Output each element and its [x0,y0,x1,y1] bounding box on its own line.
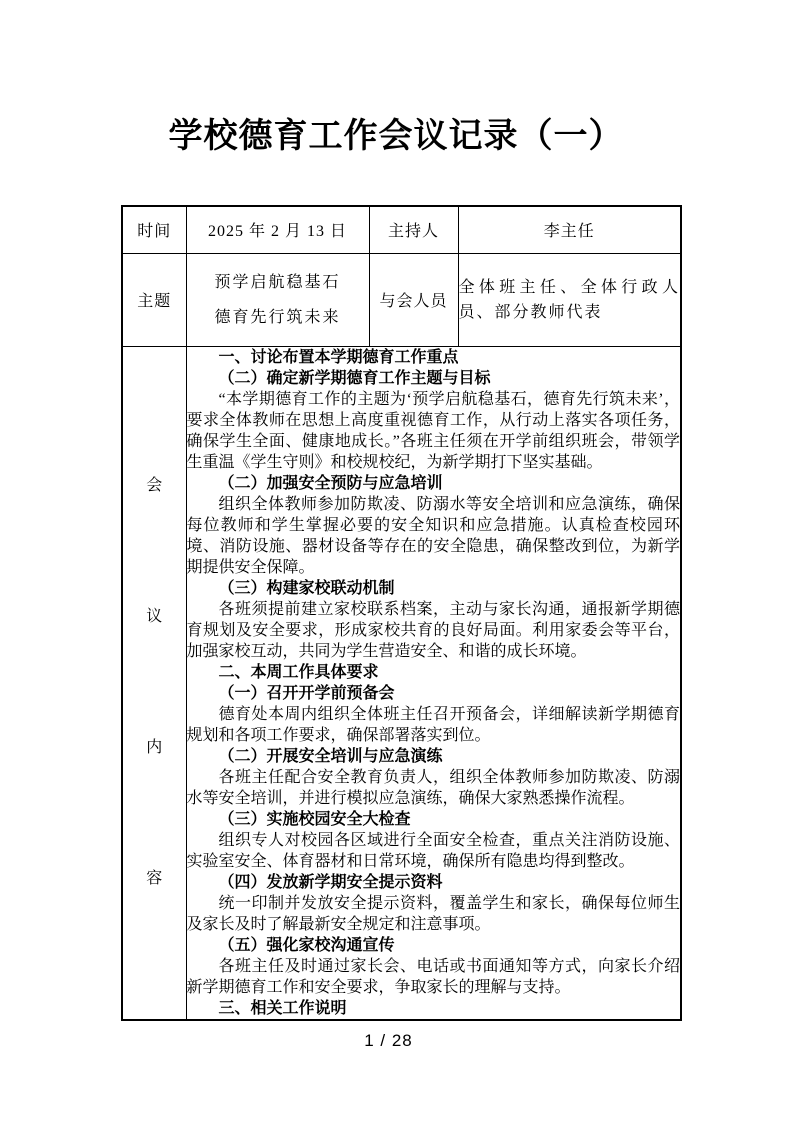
table-row-topic [122,253,681,346]
host-value: 李主任 [458,206,681,253]
table-row-content [122,346,681,1020]
content-paragraph: 统一印制并发放安全提示资料，覆盖学生和家长，确保每位师生及家长及时了解最新安全规定和注意事项。 [186,894,680,933]
topic-label: 主题 [122,253,186,346]
content-label [122,346,186,1020]
content-paragraph: （二）确定新学期德育工作主题与目标 [218,369,491,387]
attendees-label: 与会人员 [369,253,458,346]
content-paragraph: （三）构建家校联动机制 [218,579,395,597]
content-label-char: 内 [146,739,163,756]
attendees-value: 全体班主任、全体行政人员、部分教师代表 [458,253,681,346]
document-title: 学校德育工作会议记录（一） [168,117,624,155]
content-paragraph: 德育处本周内组织全体班主任召开预备会，详细解读新学期德育规划和各项工作要求，确保部署落实到位。 [186,705,680,744]
content-paragraph: 三、相关工作说明 [218,999,347,1017]
page-number: 1 / 28 [364,1031,413,1050]
content-paragraph: （五）强化家校沟通宣传 [218,936,395,954]
content-paragraph: 各班主任及时通过家长会、电话或书面通知等方式，向家长介绍新学期德育工作和安全要求，争取家长的理解与支持。 [186,957,680,996]
meeting-record-table [121,205,682,1021]
host-label: 主持人 [369,206,458,253]
content-paragraph: 各班须提前建立家校联系档案，主动与家长沟通，通报新学期德育规划及安全要求，形成家校共育的良好局面。利用家委会等平台，加强家校互动，共同为学生营造安全、和谐的成长环境。 [186,600,680,660]
content-paragraph: 二、本周工作具体要求 [218,663,379,681]
time-value: 2025 年 2 月 13 日 [186,206,369,253]
table-row-time [122,206,681,253]
content-paragraph: （二）开展安全培训与应急演练 [218,747,443,765]
topic-line: 德育先行筑未来 [214,308,341,326]
content-label-vstack [123,477,186,888]
content-paragraphs [186,346,681,1020]
content-label-char: 议 [146,608,163,625]
content-paragraph: （四）发放新学期安全提示资料 [218,873,443,891]
content-label-char: 容 [146,870,163,887]
content-paragraph: 组织全体教师参加防欺凌、防溺水等安全培训和应急演练，确保每位教师和学生掌握必要的安全知识和应急措施。认真检查校园环境、消防设施、器材设备等存在的安全隐患，确保整改到位，为新学期提供安全保障。 [186,495,680,576]
topic-line: 预学启航稳基石 [214,273,341,291]
time-label: 时间 [122,206,186,253]
content-paragraph: （三）实施校园安全大检查 [218,810,411,828]
content-paragraph: （二）加强安全预防与应急培训 [218,474,443,492]
content-paragraph: 各班主任配合安全教育负责人，组织全体教师参加防欺凌、防溺水等安全培训，并进行模拟应急演练，确保大家熟悉操作流程。 [186,768,680,807]
content-paragraph: “本学期德育工作的主题为‘预学启航稳基石，德育先行筑未来’，要求全体教师在思想上高度重视德育工作，从行动上落实各项任务，确保学生全面、健康地成长。”各班主任须在开学前组织班会，带领学生重温《学生守则》和校规校纪，为新学期打下坚实基础。 [186,390,680,471]
content-paragraph: （一）召开开学前预备会 [218,684,395,702]
content-paragraph: 一、讨论布置本学期德育工作重点 [218,348,459,366]
topic-value [186,253,369,346]
content-label-char: 会 [146,477,163,494]
content-paragraph: 组织专人对校园各区域进行全面安全检查，重点关注消防设施、实验室安全、体育器材和日常环境，确保所有隐患均得到整改。 [186,831,680,870]
